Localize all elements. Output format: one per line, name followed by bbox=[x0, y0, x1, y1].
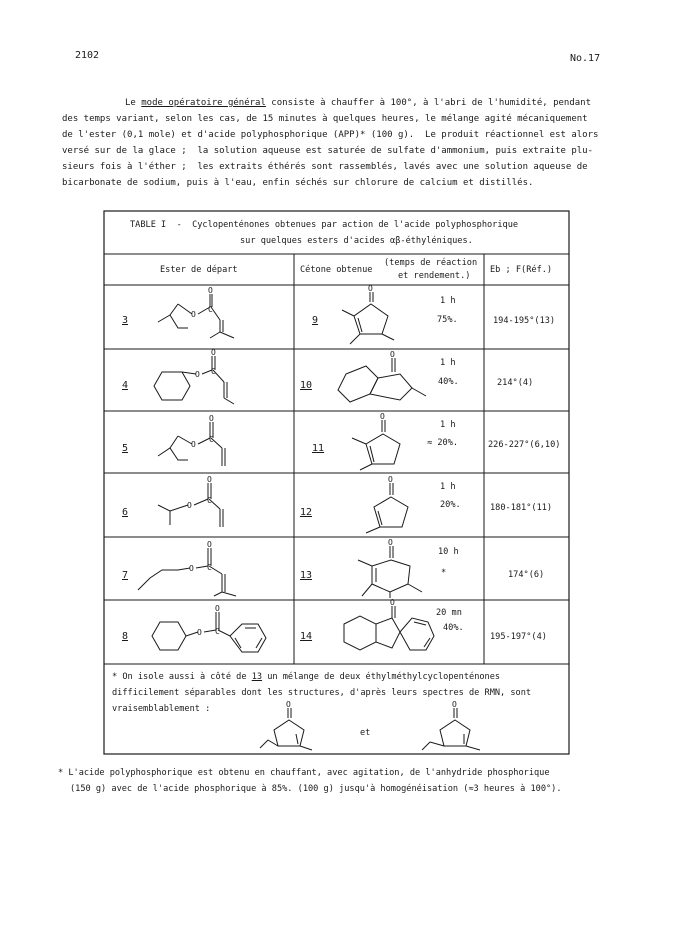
oxygen-label: O bbox=[207, 540, 212, 549]
cetone-number: 10 bbox=[300, 380, 313, 391]
footnote-structure-2 bbox=[420, 700, 490, 752]
oxygen-label: O bbox=[388, 538, 393, 547]
table-footnote-3: vraisemblablement : bbox=[112, 704, 211, 714]
ester-number: 7 bbox=[122, 570, 129, 581]
ester-number: 3 bbox=[122, 315, 129, 326]
oxygen-label: O bbox=[208, 286, 213, 295]
oxygen-label: O bbox=[286, 700, 291, 709]
table-title-2: sur quelques esters d'acides αβ-éthyléniques. bbox=[240, 236, 473, 246]
boiling-point: 194-195°(13) bbox=[493, 316, 556, 326]
reaction-yield: 40%. bbox=[443, 623, 464, 633]
table-title-1: TABLE I - Cyclopenténones obtenues par action de l'acide polyphosphorique bbox=[130, 220, 519, 230]
oxygen-label: O bbox=[195, 370, 200, 379]
footnote-et: et bbox=[360, 728, 371, 738]
bottom-note-1: * L'acide polyphosphorique est obtenu en chauffant, avec agitation, de l'anhydride phosphorique bbox=[58, 768, 550, 778]
intro-line-4: versé sur de la glace ; la solution aqueuse est saturée de sulfate d'ammonium, puis extraite plu- bbox=[62, 146, 594, 156]
intro-line-6: bicarbonate de sodium, puis à l'eau, enfin séchés sur chlorure de calcium et distillés. bbox=[62, 178, 534, 188]
ester-structure-4 bbox=[140, 348, 290, 410]
page-number: 2102 bbox=[75, 50, 100, 61]
intro-line-5: sieurs fois à l'éther ; les extraits éthérés sont rassemblés, lavés avec une solution aqueuse de bbox=[62, 162, 588, 172]
reaction-time: 1 h bbox=[440, 296, 456, 306]
oxygen-label: O bbox=[189, 564, 194, 573]
oxygen-label: O bbox=[452, 700, 457, 709]
issue-number: No.17 bbox=[570, 53, 601, 64]
cetone-structure-9 bbox=[340, 284, 440, 346]
boiling-point: 226-227°(6,10) bbox=[488, 440, 561, 450]
table-footnote-2: difficilement séparables dont les structures, d'après leurs spectres de RMN, sont bbox=[112, 688, 532, 698]
oxygen-label: O bbox=[187, 501, 192, 510]
intro-underlined: mode opératoire général bbox=[141, 98, 266, 108]
oxygen-label: O bbox=[211, 348, 216, 357]
col-header-cetone: Cétone obtenue bbox=[300, 265, 373, 275]
cetone-number: 14 bbox=[300, 631, 313, 642]
carbon-label: C bbox=[207, 563, 212, 572]
carbon-label: C bbox=[207, 496, 212, 505]
reaction-time: 20 mn bbox=[436, 608, 462, 618]
reaction-yield: * bbox=[441, 568, 447, 578]
reaction-yield: 20%. bbox=[440, 500, 461, 510]
ester-number: 5 bbox=[122, 443, 129, 454]
col-header-ester: Ester de départ bbox=[160, 265, 238, 275]
oxygen-label: O bbox=[388, 475, 393, 484]
cetone-structure-12 bbox=[340, 477, 440, 535]
boiling-point: 174°(6) bbox=[508, 570, 545, 580]
oxygen-label: O bbox=[390, 350, 395, 359]
footnote-structure-1 bbox=[260, 700, 320, 752]
carbon-label: C bbox=[215, 627, 220, 636]
ester-structure-8 bbox=[140, 602, 290, 660]
cetone-structure-13 bbox=[340, 540, 440, 598]
ester-number: 6 bbox=[122, 507, 129, 518]
boiling-point: 214°(4) bbox=[497, 378, 534, 388]
cetone-number: 9 bbox=[312, 315, 319, 326]
col-header-temps-1: (temps de réaction bbox=[384, 258, 478, 268]
oxygen-label: O bbox=[380, 412, 385, 421]
reaction-time: 1 h bbox=[440, 482, 456, 492]
cetone-number: 12 bbox=[300, 507, 313, 518]
cetone-number: 13 bbox=[300, 570, 313, 581]
boiling-point: 180-181°(11) bbox=[490, 503, 553, 513]
cetone-number: 11 bbox=[312, 443, 325, 454]
reaction-time: 1 h bbox=[440, 358, 456, 368]
carbon-label: C bbox=[208, 305, 213, 314]
intro-line-2: des temps variant, selon les cas, de 15 minutes à quelques heures, le mélange agité mécaniquement bbox=[62, 114, 588, 124]
cetone-structure-14 bbox=[330, 598, 450, 660]
oxygen-label: O bbox=[197, 628, 202, 637]
oxygen-label: O bbox=[209, 414, 214, 423]
ester-structure-5 bbox=[140, 414, 290, 472]
reaction-yield: 75%. bbox=[437, 315, 458, 325]
bottom-note-2: (150 g) avec de l'acide phosphorique à 85%. (100 g) jusqu'à homogénéisation (≈3 heures à 100°). bbox=[70, 784, 562, 794]
col-header-eb: Eb ; F(Réf.) bbox=[490, 265, 553, 275]
oxygen-label: O bbox=[215, 604, 220, 613]
reaction-time: 10 h bbox=[438, 547, 459, 557]
col-header-temps-2: et rendement.) bbox=[398, 271, 471, 281]
oxygen-label: O bbox=[191, 310, 196, 319]
carbon-label: C bbox=[209, 435, 214, 444]
oxygen-label: O bbox=[191, 440, 196, 449]
ester-structure-3 bbox=[140, 286, 290, 345]
ester-number: 4 bbox=[122, 380, 129, 391]
oxygen-label: O bbox=[368, 284, 373, 293]
intro-line-3: de l'ester (0,1 mole) et d'acide polyphosphorique (APP)* (100 g). Le produit réactionnel est alors bbox=[62, 130, 599, 140]
reaction-time: 1 h bbox=[440, 420, 456, 430]
cetone-structure-10 bbox=[330, 352, 440, 410]
ester-number: 8 bbox=[122, 631, 129, 642]
cetone-structure-11 bbox=[340, 414, 440, 472]
carbon-label: C bbox=[211, 367, 216, 376]
reaction-yield: ≈ 20%. bbox=[427, 438, 459, 448]
boiling-point: 195-197°(4) bbox=[490, 632, 547, 642]
oxygen-label: O bbox=[390, 598, 395, 607]
intro-line-1: Le mode opératoire général consiste à chauffer à 100°, à l'abri de l'humidité, pendant bbox=[125, 98, 591, 108]
ester-structure-6 bbox=[140, 477, 290, 535]
reaction-yield: 40%. bbox=[438, 377, 459, 387]
oxygen-label: O bbox=[207, 475, 212, 484]
ester-structure-7 bbox=[130, 540, 290, 598]
table-footnote-1: * On isole aussi à côté de 13 un mélange de deux éthylméthylcyclopenténones bbox=[112, 672, 501, 682]
